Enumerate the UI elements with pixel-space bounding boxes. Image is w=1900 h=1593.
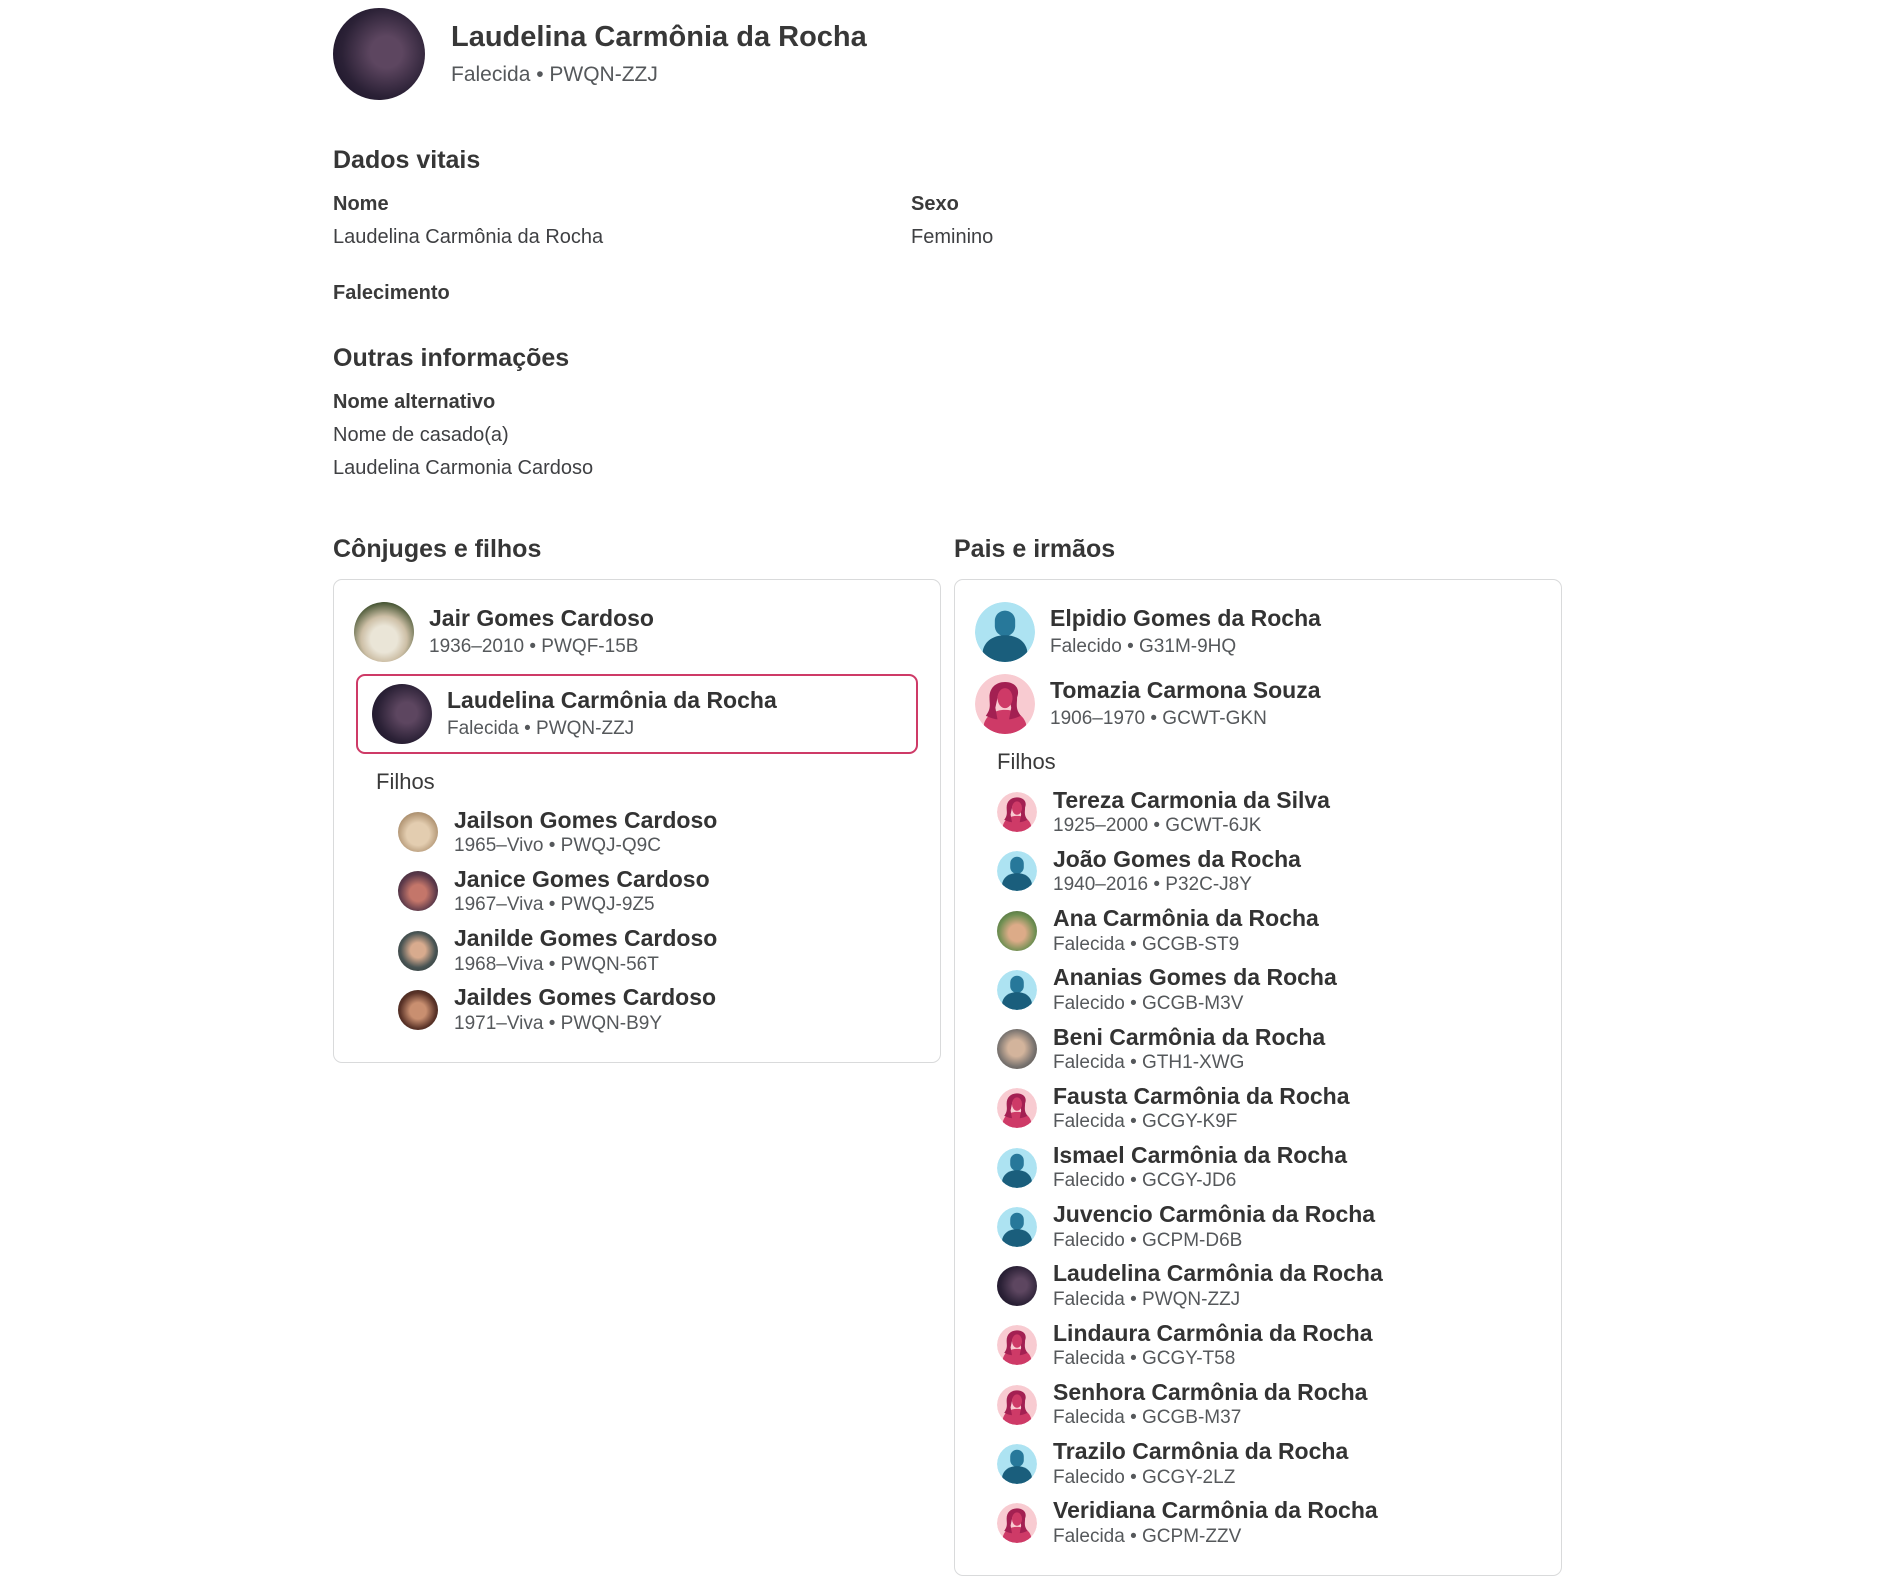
person-lifespan-id: Falecido • GCGY-JD6 [1053,1170,1237,1192]
family-member-row[interactable] [997,964,1541,1015]
profile-avatar [333,8,425,100]
person-lifespan-id: Falecida • PWQN-ZZJ [447,717,635,739]
female-silhouette-icon [997,1503,1037,1543]
person-avatar [398,931,438,971]
family-member-row[interactable] [997,905,1541,956]
family-member-row[interactable] [997,1142,1541,1193]
person-lifespan-id: 1967–Viva • PWQJ-9Z5 [454,894,655,916]
spouse-row[interactable] [354,602,920,662]
person-name-link[interactable]: Fausta Carmônia da Rocha [1053,1082,1350,1109]
female-silhouette-icon [997,1385,1037,1425]
person-name-link[interactable]: Veridiana Carmônia da Rocha [1053,1497,1378,1524]
alt-name-value[interactable]: Laudelina Carmonia Cardoso [333,457,594,479]
person-avatar [997,851,1037,891]
person-name-link[interactable]: Beni Carmônia da Rocha [1053,1023,1326,1050]
person-lifespan-id: Falecida • GCGB-M37 [1053,1407,1242,1429]
person-header-text [451,8,867,87]
person-name-link[interactable]: Laudelina Carmônia da Rocha [447,687,777,714]
person-name-link[interactable]: Senhora Carmônia da Rocha [1053,1378,1368,1405]
person-name-link[interactable]: Janilde Gomes Cardoso [454,925,718,952]
male-silhouette-icon [997,970,1037,1010]
family-member-row[interactable] [997,1024,1541,1075]
person-name-link[interactable]: Jair Gomes Cardoso [429,605,654,632]
family-member-row[interactable] [997,787,1541,838]
parents-siblings-column [954,535,1562,1576]
sex-value[interactable]: Feminino [911,226,994,248]
person-avatar [997,1325,1037,1365]
person-name-link[interactable]: Juvencio Carmônia da Rocha [1053,1201,1376,1228]
male-silhouette-icon [975,602,1035,662]
death-label: Falecimento [333,282,450,304]
alt-name-type: Nome de casado(a) [333,424,509,446]
parents-siblings-heading: Pais e irmãos [954,535,1116,563]
person-avatar [997,1207,1037,1247]
person-name-link[interactable]: Ananias Gomes da Rocha [1053,964,1337,991]
person-lifespan-id: Falecido • GCGY-2LZ [1053,1466,1236,1488]
person-avatar [997,792,1037,832]
person-avatar [997,911,1037,951]
vital-data-section [333,146,1563,306]
other-info-heading: Outras informações [333,344,570,372]
person-lifespan-id: 1965–Vivo • PWQJ-Q9C [454,835,661,857]
spouses-children-card [333,579,941,1063]
other-info-section [333,344,1563,481]
person-name-link[interactable]: João Gomes da Rocha [1053,845,1301,872]
person-name-link[interactable]: Lindaura Carmônia da Rocha [1053,1319,1373,1346]
person-lifespan-id: 1971–Viva • PWQN-B9Y [454,1012,663,1034]
person-lifespan-id: Falecida • GTH1-XWG [1053,1051,1245,1073]
parents-siblings-card [954,579,1562,1576]
female-silhouette-icon [997,1325,1037,1365]
family-member-row[interactable] [398,807,920,858]
male-silhouette-icon [997,1444,1037,1484]
siblings-list [975,787,1541,1549]
person-lifespan-id: Falecido • G31M-9HQ [1050,635,1237,657]
person-name-link[interactable]: Tereza Carmonia da Silva [1053,786,1330,813]
person-avatar [997,1503,1037,1543]
person-name-link[interactable]: Elpidio Gomes da Rocha [1050,605,1321,632]
person-avatar [997,1029,1037,1069]
person-avatar [398,871,438,911]
person-name-link[interactable]: Jaildes Gomes Cardoso [454,984,717,1011]
person-avatar [997,1088,1037,1128]
selected-person-box[interactable] [356,674,918,754]
family-member-row[interactable] [398,984,920,1035]
female-silhouette-icon [997,1088,1037,1128]
person-name-link[interactable]: Jailson Gomes Cardoso [454,806,718,833]
vitals-name-field [333,191,911,250]
person-header [333,0,1563,100]
name-label: Nome [333,193,389,215]
mother-avatar [975,674,1035,734]
person-name-link[interactable]: Ana Carmônia da Rocha [1053,905,1319,932]
person-lifespan-id: Falecida • GCGY-T58 [1053,1348,1236,1370]
person-lifespan-id: 1968–Viva • PWQN-56T [454,953,659,975]
person-status-id: Falecida • PWQN-ZZJ [451,62,658,86]
person-avatar [997,1444,1037,1484]
name-value[interactable]: Laudelina Carmônia da Rocha [333,226,604,248]
mother-row[interactable] [975,674,1541,734]
female-silhouette-icon [997,792,1037,832]
page-title: Laudelina Carmônia da Rocha [451,21,867,53]
family-members-section [333,535,1563,1576]
person-lifespan-id: Falecida • PWQN-ZZJ [1053,1288,1241,1310]
spouse-text [429,605,654,658]
spouses-children-heading: Cônjuges e filhos [333,535,542,563]
person-avatar [997,970,1037,1010]
person-avatar [398,990,438,1030]
family-member-row[interactable] [398,925,920,976]
person-avatar [997,1385,1037,1425]
female-silhouette-icon [975,674,1035,734]
person-lifespan-id: Falecida • GCGY-K9F [1053,1111,1238,1133]
person-name-link[interactable]: Laudelina Carmônia da Rocha [1053,1260,1383,1287]
family-member-row[interactable] [997,1497,1541,1548]
male-silhouette-icon [997,1148,1037,1188]
family-member-row[interactable] [997,846,1541,897]
spouses-children-column [333,535,941,1063]
content-area [333,0,1563,1576]
vitals-sex-field [911,191,1563,250]
father-avatar [975,602,1035,662]
family-member-row[interactable] [997,1201,1541,1252]
person-lifespan-id: Falecida • GCPM-ZZV [1053,1525,1242,1547]
selected-person-text [447,687,777,740]
person-name-link[interactable]: Janice Gomes Cardoso [454,865,710,892]
person-lifespan-id: 1936–2010 • PWQF-15B [429,635,639,657]
selected-person-avatar [372,684,432,744]
person-lifespan-id: Falecida • GCGB-ST9 [1053,933,1240,955]
person-lifespan-id: 1925–2000 • GCWT-6JK [1053,815,1262,837]
person-name-link[interactable]: Trazilo Carmônia da Rocha [1053,1438,1349,1465]
person-name-link[interactable]: Tomazia Carmona Souza [1050,677,1321,704]
person-avatar [997,1148,1037,1188]
male-silhouette-icon [997,1207,1037,1247]
person-lifespan-id: Falecido • GCPM-D6B [1053,1229,1243,1251]
vitals-grid [333,191,1563,250]
family-member-row[interactable] [997,1379,1541,1430]
person-lifespan-id: 1906–1970 • GCWT-GKN [1050,707,1267,729]
spouse-avatar [354,602,414,662]
person-lifespan-id: 1940–2016 • P32C-J8Y [1053,874,1252,896]
alt-name-label: Nome alternativo [333,391,496,413]
selected-person-row[interactable] [372,684,902,744]
family-member-row[interactable] [997,1320,1541,1371]
vitals-heading: Dados vitais [333,146,481,174]
person-avatar [398,812,438,852]
family-member-row[interactable] [997,1083,1541,1134]
father-row[interactable] [975,602,1541,662]
siblings-group-label: Filhos [997,749,1056,774]
children-list [354,807,920,1036]
family-member-row[interactable] [997,1438,1541,1489]
male-silhouette-icon [997,851,1037,891]
person-avatar [997,1266,1037,1306]
children-group-label: Filhos [376,769,435,794]
sex-label: Sexo [911,193,959,215]
family-member-row[interactable] [398,866,920,917]
person-name-link[interactable]: Ismael Carmônia da Rocha [1053,1142,1347,1168]
family-member-row[interactable] [997,1260,1541,1311]
person-lifespan-id: Falecido • GCGB-M3V [1053,992,1244,1014]
